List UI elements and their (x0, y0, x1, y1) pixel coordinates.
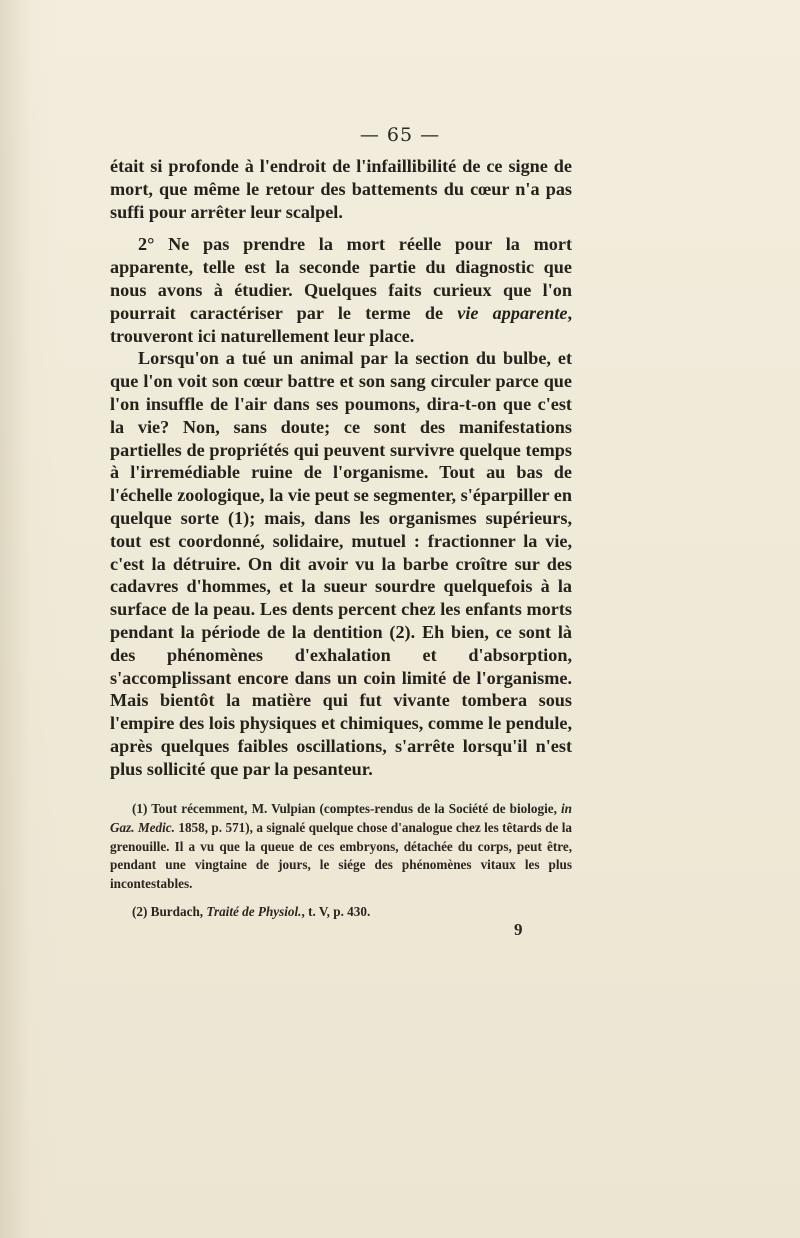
paragraph-3: Lorsqu'on a tué un animal par la section du bulbe, et que l'on voit son cœur battre et son sang circuler parce que l'on insuffle de l'air dans ses poumons, dira-t-on que c'est la vie? Non, sans doute; ce sont des manifestations partielles de propriétés qui peuvent survivre quelque temps à l'irremédiable ruine de l'organisme. Tout au bas de l'échelle zoologique, la vie peut se segmenter, s'éparpiller en quelque sorte (1); mais, dans les organismes supérieurs, tout est coordonné, solidaire, mutuel : fractionner la vie, c'est la détruire. On dit avoir vu la barbe croître sur des cadavres d'hommes, et la sueur sourdre quelquefois à la surface de la peau. Les dents percent chez les enfants morts pendant la période de la dentition (2). Eh bien, ce sont là des phénomènes d'exhalation et d'absorption, s'accomplissant encore dans un coin limité de l'organisme. Mais bientôt la matière qui fut vivante tombera sous l'empire des lois physiques et chimiques, comme le pendule, après quelques faibles oscillations, s'arrête lorsqu'il n'est plus sollicité que par la pesanteur. (110, 348, 572, 779)
footnote-1-start: (1) Tout récemment, M. Vulpian (comptes-rendus de la Société de biologie, (132, 801, 561, 816)
paragraph-2-start: 2° Ne pas prendre la mort réelle pour la mort apparente, telle est la seconde partie du diagnostic que nous avons à étudier. Quelques faits curieux que l'on pourrait caractériser par le terme de (110, 234, 572, 323)
signature-mark: 9 (514, 920, 523, 939)
footnote-2 (110, 903, 572, 922)
paragraph-1: était si profonde à l'endroit de l'infaillibilité de ce signe de mort, que même le retour des battements du cœur n'a pas suffi pour arrêter leur scalpel. (110, 156, 572, 222)
footnote-1 (110, 800, 572, 894)
page-number: — 65 — (359, 124, 441, 146)
footnote-2-start: (2) Burdach, (132, 903, 207, 919)
footnote-1-end: 1858, p. 571), a signalé quelque chose d'analogue chez les têtards de la grenouille. Il a vu que la queue de ces embryons, détachée du corps, peut être, pendant une vingtaine de jours, le siége des phénomènes vitaux les plus incontestables. (110, 819, 572, 892)
footnote-2-emphasis: Traité de Physiol. (206, 903, 302, 919)
paragraph-2 (110, 233, 572, 347)
body-text (110, 155, 572, 781)
footnote-1-emphasis: in Gaz. Medic. (110, 801, 572, 835)
footnote-2-end: , t. V, p. 430. (301, 903, 371, 919)
footnotes (110, 800, 572, 922)
paragraph-2-emphasis: vie apparente (457, 302, 568, 323)
paragraph-2-end: , trouveront ici naturellement leur place. (110, 302, 572, 346)
